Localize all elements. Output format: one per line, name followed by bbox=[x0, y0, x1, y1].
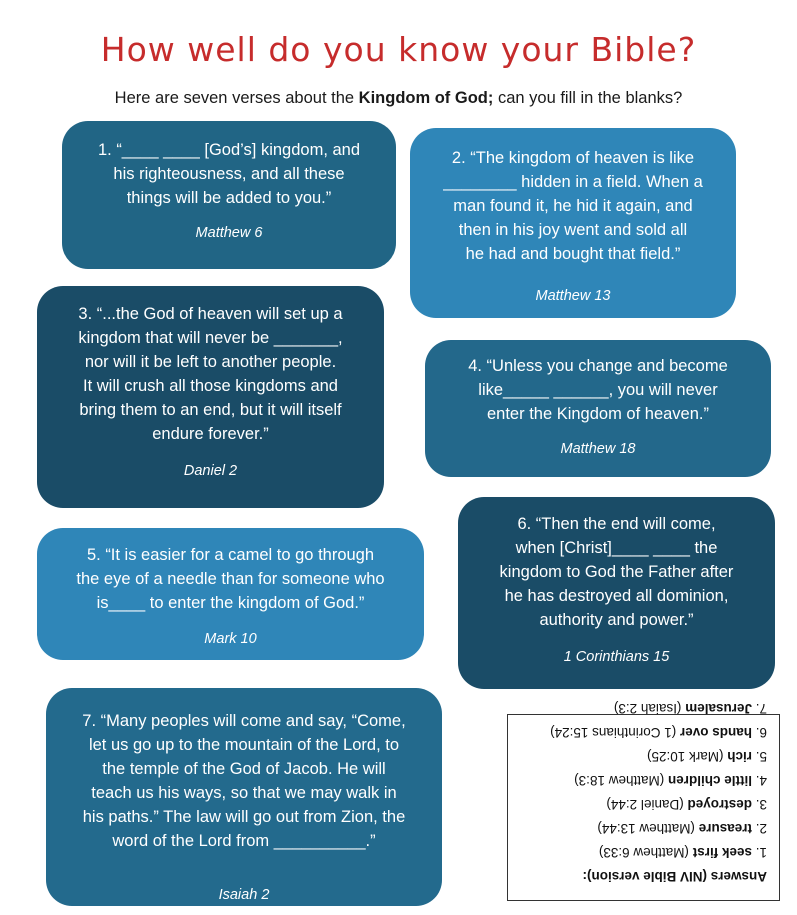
verse-3-line: 3. “...the God of heaven will set up a bbox=[78, 305, 343, 323]
verse-5-line: is____ to enter the kingdom of God.” bbox=[96, 594, 365, 612]
verse-6-line: authority and power.” bbox=[539, 611, 694, 629]
answer-key-rotated bbox=[508, 701, 779, 900]
verse-3-line: nor will it be left to another people. bbox=[84, 353, 337, 371]
verse-7-line: 7. “Many peoples will come and say, “Come, bbox=[82, 712, 406, 730]
verse-5-line: the eye of a needle than for someone who bbox=[76, 570, 385, 588]
verse-6-reference: 1 Corinthians 15 bbox=[563, 649, 670, 665]
verse-7-line: teach us his ways, so that we may walk in bbox=[91, 784, 397, 802]
verse-bubble-7 bbox=[46, 688, 442, 906]
answer-key-heading: Answers (NIV Bible version): bbox=[582, 869, 767, 884]
verse-3-reference: Daniel 2 bbox=[183, 463, 238, 479]
answer-item: 6. hands over (1 Corinthians 15:24) bbox=[550, 725, 767, 740]
answer-item: 4. little children (Matthew 18:3) bbox=[574, 773, 767, 788]
verse-5-reference: Mark 10 bbox=[204, 631, 257, 647]
verse-7-reference: Isaiah 2 bbox=[218, 887, 270, 903]
verse-7-line: let us go up to the mountain of the Lord, to bbox=[88, 736, 400, 754]
verse-1-line: 1. “____ ____ [God’s] kingdom, and bbox=[97, 141, 361, 159]
answer-item: 2. treasure (Matthew 13:44) bbox=[597, 821, 767, 836]
verse-bubble-1 bbox=[62, 121, 396, 269]
verse-2-line: he had and bought that field.” bbox=[465, 245, 681, 263]
verse-bubble-3 bbox=[37, 286, 384, 508]
verse-4-line: like_____ ______, you will never bbox=[478, 381, 718, 399]
verse-6-line: kingdom to God the Father after bbox=[499, 563, 734, 581]
verse-2-line: ________ hidden in a field. When a bbox=[443, 173, 703, 191]
answer-item: 3. destroyed (Daniel 2:44) bbox=[606, 797, 767, 812]
verse-bubble-2 bbox=[410, 128, 736, 318]
verse-1-line: things will be added to you.” bbox=[126, 189, 332, 207]
verse-2-line: man found it, he hid it again, and bbox=[453, 197, 693, 215]
verse-2-reference: Matthew 13 bbox=[535, 288, 611, 304]
verse-3-line: bring them to an end, but it will itself bbox=[79, 401, 342, 419]
verse-4-reference: Matthew 18 bbox=[560, 441, 636, 457]
answer-key-box bbox=[507, 701, 780, 901]
verse-3-line: It will crush all those kingdoms and bbox=[83, 377, 338, 395]
page-subtitle: Here are seven verses about the Kingdom of God; can you fill in the blanks? bbox=[114, 89, 683, 107]
verse-3-line: kingdom that will never be _______, bbox=[78, 329, 343, 347]
verse-4-line: 4. “Unless you change and become bbox=[468, 357, 728, 375]
verse-bubble-5 bbox=[37, 528, 424, 660]
verse-6-line: 6. “Then the end will come, bbox=[517, 515, 716, 533]
answer-item: 7. Jerusalem (Isaiah 2:3) bbox=[613, 701, 767, 716]
verse-1-reference: Matthew 6 bbox=[195, 225, 263, 241]
verse-6-line: he has destroyed all dominion, bbox=[504, 587, 729, 605]
verse-bubble-6 bbox=[458, 497, 775, 689]
verse-5-line: 5. “It is easier for a camel to go through bbox=[86, 546, 375, 564]
verse-2-line: 2. “The kingdom of heaven is like bbox=[451, 149, 695, 167]
verse-2-line: then in his joy went and sold all bbox=[458, 221, 688, 239]
verse-bubble-4 bbox=[425, 340, 771, 477]
answer-item: 1. seek first (Matthew 6:33) bbox=[598, 845, 767, 860]
verse-7-line: word of the Lord from __________.” bbox=[112, 832, 376, 850]
verse-7-line: his paths.” The law will go out from Zion, the bbox=[82, 808, 406, 826]
verse-6-line: when [Christ]____ ____ the bbox=[515, 539, 718, 557]
verse-3-line: endure forever.” bbox=[152, 425, 269, 443]
page-title: How well do you know your Bible? bbox=[100, 30, 697, 69]
verse-1-line: his righteousness, and all these bbox=[113, 165, 345, 183]
answer-item: 5. rich (Mark 10:25) bbox=[646, 749, 767, 764]
verse-7-line: the temple of the God of Jacob. He will bbox=[102, 760, 386, 778]
verse-4-line: enter the Kingdom of heaven.” bbox=[487, 405, 709, 423]
